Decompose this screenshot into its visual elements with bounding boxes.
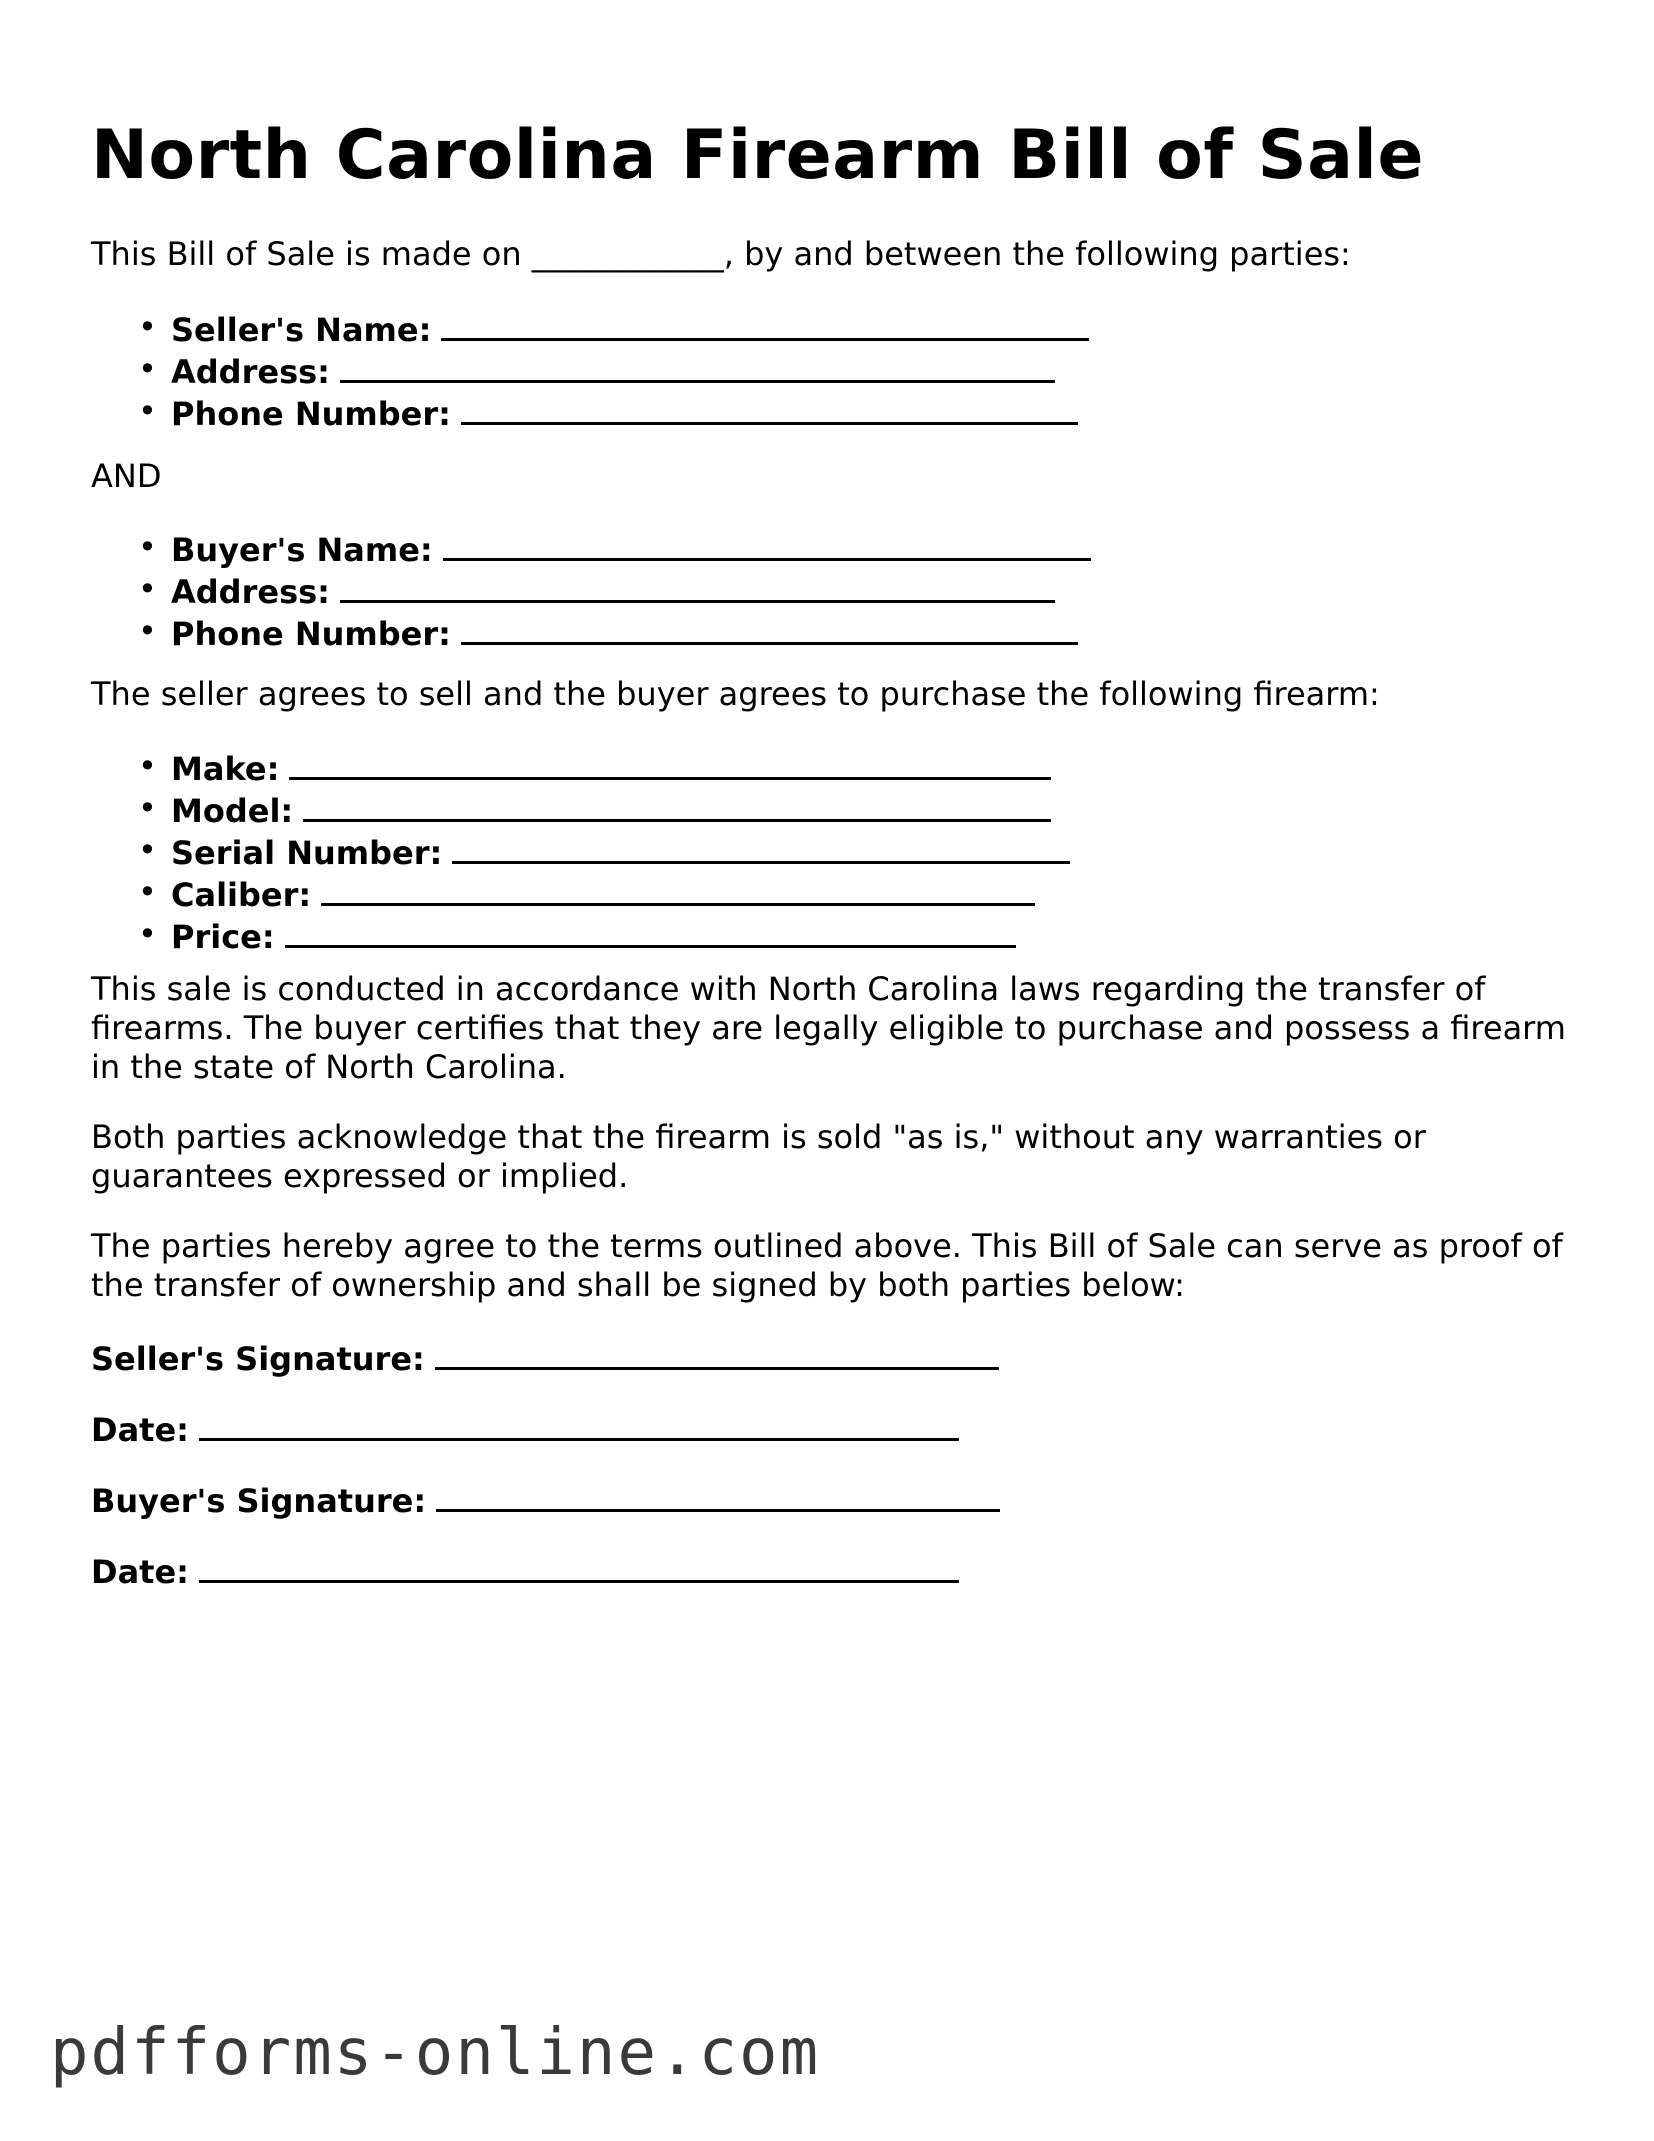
field-label: Caliber: (171, 876, 312, 914)
firearm-make-blank[interactable] (289, 747, 1051, 780)
firearm-serial-blank[interactable] (452, 831, 1070, 864)
seller-phone-field[interactable] (91, 392, 1089, 434)
buyer-signature-label: Buyer's Signature: (91, 1482, 427, 1520)
field-label: Seller's Name: (171, 311, 432, 349)
buyer-fields-list (91, 528, 1091, 654)
laws-paragraph: This sale is conducted in accordance with North Carolina laws regarding the transfer of firearms. The buyer certifies that they are legally eligible to purchase and possess a firearm in the state of North Carolina. (91, 970, 1577, 1086)
bullet: • (138, 392, 157, 430)
firearm-caliber-field[interactable] (91, 873, 1070, 915)
buyer-phone-blank[interactable] (461, 612, 1078, 645)
seller-address-field[interactable] (91, 350, 1089, 392)
field-label: Phone Number: (171, 615, 451, 653)
field-label: Model: (171, 792, 294, 830)
seller-date-blank[interactable] (199, 1408, 959, 1441)
as-is-paragraph: Both parties acknowledge that the firearm is sold "as is," without any warranties or guarantees expressed or implied. (91, 1118, 1437, 1195)
firearm-make-field[interactable] (91, 747, 1070, 789)
bullet: • (138, 350, 157, 388)
field-label: Phone Number: (171, 395, 451, 433)
firearm-serial-field[interactable] (91, 831, 1070, 873)
seller-address-blank[interactable] (340, 350, 1055, 383)
field-label: Make: (171, 750, 280, 788)
seller-date-line[interactable] (91, 1408, 959, 1450)
watermark-text: pdfforms-online.com (50, 2016, 821, 2090)
and-separator: AND (91, 457, 162, 495)
buyer-date-line[interactable] (91, 1550, 959, 1592)
document-title: North Carolina Firearm Bill of Sale (91, 116, 1424, 195)
intro-paragraph: This Bill of Sale is made on ____________, by and between the following parties: (91, 235, 1351, 273)
seller-date-label: Date: (91, 1411, 189, 1449)
firearm-model-field[interactable] (91, 789, 1070, 831)
seller-phone-blank[interactable] (461, 392, 1078, 425)
bullet: • (138, 308, 157, 346)
buyer-address-field[interactable] (91, 570, 1091, 612)
seller-name-blank[interactable] (441, 308, 1089, 341)
purchase-statement: The seller agrees to sell and the buyer agrees to purchase the following firearm: (91, 675, 1380, 713)
field-label: Serial Number: (171, 834, 443, 872)
seller-signature-line[interactable] (91, 1337, 999, 1379)
buyer-date-label: Date: (91, 1553, 189, 1591)
buyer-name-field[interactable] (91, 528, 1091, 570)
firearm-caliber-blank[interactable] (321, 873, 1035, 906)
field-label: Address: (171, 573, 330, 611)
seller-signature-label: Seller's Signature: (91, 1340, 425, 1378)
buyer-signature-line[interactable] (91, 1479, 1000, 1521)
firearm-fields-list (91, 747, 1070, 957)
firearm-model-blank[interactable] (303, 789, 1051, 822)
buyer-address-blank[interactable] (340, 570, 1055, 603)
bullet: • (138, 747, 157, 785)
seller-name-field[interactable] (91, 308, 1089, 350)
bullet: • (138, 528, 157, 566)
bullet: • (138, 612, 157, 650)
field-label: Buyer's Name: (171, 531, 433, 569)
firearm-price-blank[interactable] (285, 915, 1016, 948)
buyer-name-blank[interactable] (443, 528, 1091, 561)
bullet: • (138, 831, 157, 869)
firearm-price-field[interactable] (91, 915, 1070, 957)
field-label: Price: (171, 918, 275, 956)
bullet: • (138, 570, 157, 608)
field-label: Address: (171, 353, 330, 391)
bullet: • (138, 873, 157, 911)
bullet: • (138, 915, 157, 953)
buyer-phone-field[interactable] (91, 612, 1091, 654)
terms-paragraph: The parties hereby agree to the terms outlined above. This Bill of Sale can serve as proof of the transfer of ownership and shall be signed by both parties below: (91, 1227, 1573, 1304)
seller-signature-blank[interactable] (435, 1337, 999, 1370)
buyer-signature-blank[interactable] (436, 1479, 1000, 1512)
buyer-date-blank[interactable] (199, 1550, 959, 1583)
bullet: • (138, 789, 157, 827)
seller-fields-list (91, 308, 1089, 434)
